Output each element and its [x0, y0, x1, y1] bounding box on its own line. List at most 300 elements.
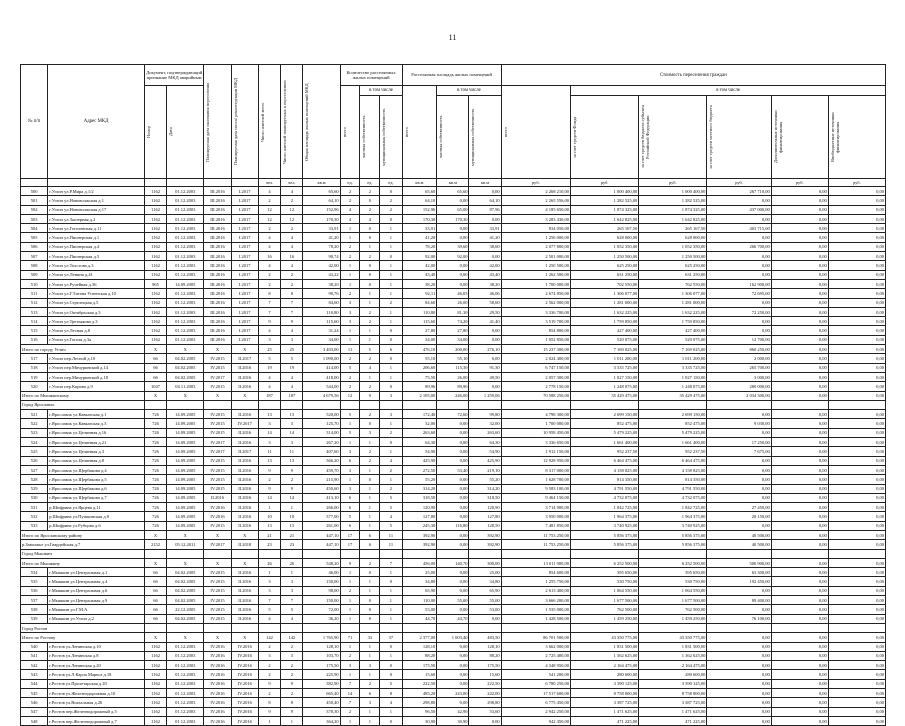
row-area-total: 392,90	[402, 530, 437, 539]
row-doc-date: 01.12.2003	[167, 205, 204, 214]
row-planned-demolish: I.2017	[231, 317, 258, 326]
subtotal-title: Итого по Ярославскому району	[21, 530, 145, 539]
row-doc-date: 01.12.2003	[167, 670, 204, 679]
row-planned-end: IV.2016	[204, 679, 231, 688]
row-residents-planned: 4	[281, 382, 303, 391]
row-cost-extra: 0,00	[771, 242, 828, 251]
row-residents: 14	[258, 428, 280, 437]
row-residents-planned: 9	[281, 465, 303, 474]
row-planned-end: IV.2015	[204, 475, 231, 484]
row-planned-end: IV.2016	[204, 503, 231, 512]
row-doc-date: 01.12.2003	[167, 261, 204, 270]
row-cost-fund: 1 011 200,00	[571, 354, 639, 363]
row-doc-date: 14.09.2005	[167, 503, 204, 512]
row-cost-total: 2 674 850,00	[501, 289, 570, 298]
empty-cell	[707, 400, 771, 409]
row-rooms-total: 3	[340, 465, 360, 474]
row-planned-demolish: II.2016	[231, 363, 258, 372]
row-cost-fund: 1 642 825,00	[571, 214, 639, 223]
row-cost-extra2: 0,00	[828, 419, 885, 428]
row-area-private: 0,00	[437, 493, 469, 502]
row-rooms-municipal: 0	[380, 670, 402, 679]
row-planned-end: III.2016	[204, 224, 231, 233]
row-cost-fund: 1 362 625,00	[571, 651, 639, 660]
row-area-private: 26,00	[437, 372, 469, 381]
row-number: 502	[21, 205, 48, 214]
row-planned-end: IV.2015	[204, 577, 231, 586]
row-cost-extra2: 0,00	[828, 530, 885, 539]
row-cost-local: 0,00	[707, 661, 771, 670]
row-doc-date: 14.09.2005	[167, 410, 204, 419]
row-cost-total: 11 753 250,00	[501, 540, 570, 549]
row-total-area: 38,20	[303, 279, 340, 288]
header-cost-local: за счет средств местного бюджета	[707, 96, 771, 179]
row-planned-end: III.2016	[204, 326, 231, 335]
row-cost-total: 17 517 600,00	[501, 689, 570, 698]
row-planned-end: IV.2015	[204, 586, 231, 595]
row-total-area: 34,00	[303, 335, 340, 344]
header-doc-number: Номер	[144, 86, 166, 179]
row-doc-number: 1162	[144, 270, 166, 279]
row-total-area: 520,00	[303, 410, 340, 419]
row-cost-extra: 0,00	[771, 679, 828, 688]
empty-cell	[707, 549, 771, 558]
row-cost-region: 280 600,00	[639, 670, 707, 679]
table-group-row	[21, 623, 886, 632]
row-rooms-municipal: 0	[380, 661, 402, 670]
row-address: р.Шифрина ул.Пушкинская д.8	[48, 512, 145, 521]
row-cost-extra: 0,00	[771, 540, 828, 549]
row-area-municipal: 0,00	[469, 214, 501, 223]
row-rooms-private: 1	[360, 716, 380, 725]
row-area-municipal: 15,60	[469, 670, 501, 679]
row-total-area: 41,20	[303, 233, 340, 242]
row-rooms-municipal: 0	[380, 326, 402, 335]
row-total-area: 414,00	[303, 363, 340, 372]
row-rooms-total: 4	[340, 214, 360, 223]
row-cost-extra: 0,00	[771, 354, 828, 363]
row-area-municipal: 314,20	[469, 484, 501, 493]
row-cost-extra2: 0,00	[828, 363, 885, 372]
row-total-area: 90,74	[303, 252, 340, 261]
header-cost-group: Стоимость переселения граждан	[501, 65, 885, 86]
row-planned-demolish: I.2017	[231, 335, 258, 344]
row-cost-extra: 0,00	[771, 456, 828, 465]
row-doc-number: 66	[144, 577, 166, 586]
unit-rub: руб.	[771, 179, 828, 187]
row-cost-local: 12 700,00	[707, 335, 771, 344]
empty-cell	[639, 623, 707, 632]
group-title: Город Мышкин	[21, 549, 145, 558]
row-cost-local: 0,00	[707, 233, 771, 242]
table-row	[21, 289, 886, 298]
row-planned-end: III.2016	[204, 317, 231, 326]
row-doc-date: X	[167, 558, 204, 567]
row-cost-fund: 1 281 000,00	[571, 298, 639, 307]
row-cost-extra2: 0,00	[828, 521, 885, 530]
row-planned-demolish: II.2016	[231, 503, 258, 512]
row-cost-region: 6 252 500,00	[639, 558, 707, 567]
row-area-private: 0,00	[437, 530, 469, 539]
row-rooms-municipal: 4	[380, 456, 402, 465]
row-cost-extra: 0,00	[771, 707, 828, 716]
row-address: г.Ростов пер.Железнодорожный д.7	[48, 716, 145, 725]
row-planned-end: III.2016	[204, 214, 231, 223]
row-address: р.Шифрина ул.Рубцова д.6	[48, 521, 145, 530]
row-residents: 9	[258, 465, 280, 474]
row-residents: 4	[258, 382, 280, 391]
row-number: 517	[21, 354, 48, 363]
row-doc-date: 01.12.2003	[167, 224, 204, 233]
row-area-total: 33,91	[402, 224, 437, 233]
row-residents-planned: 3	[281, 577, 303, 586]
row-total-area: 150,00	[303, 596, 340, 605]
row-cost-region: 35 429 475,00	[639, 391, 707, 400]
row-area-total: 53,00	[402, 605, 437, 614]
row-cost-extra: 0,00	[771, 558, 828, 567]
table-row	[21, 270, 886, 279]
row-cost-extra2: 0,00	[828, 689, 885, 698]
row-cost-extra: 0,00	[771, 428, 828, 437]
header-cost-extra2: Внебюджетные источники финансирования	[828, 96, 885, 179]
row-area-private: 55,10	[437, 354, 469, 363]
row-address: г.Ростов ул.Ленинская д.10	[48, 642, 145, 651]
row-doc-number: 66	[144, 568, 166, 577]
row-rooms-private: 1	[360, 577, 380, 586]
empty-cell	[771, 623, 828, 632]
row-rooms-private: 2	[360, 187, 380, 196]
row-cost-local: 0,00	[707, 651, 771, 660]
row-cost-extra: 0,00	[771, 252, 828, 261]
row-rooms-total: 1	[340, 475, 360, 484]
row-planned-end: IV.2015	[204, 568, 231, 577]
row-cost-extra: 0,00	[771, 633, 828, 642]
row-doc-date: 01.12.2003	[167, 651, 204, 660]
row-cost-region: 1 282 525,00	[639, 196, 707, 205]
row-residents-planned: 5	[281, 605, 303, 614]
row-address: г.Мышкин ул.Углич д.2	[48, 614, 145, 623]
row-cost-region: 5 479 225,00	[639, 428, 707, 437]
row-rooms-total: 5	[340, 410, 360, 419]
row-area-private: 0,00	[437, 233, 469, 242]
row-rooms-private: 0	[360, 279, 380, 288]
row-area-total: 89,96	[402, 382, 437, 391]
row-address: г.Ростов ул.Железнодорожная д.10	[48, 689, 145, 698]
row-cost-total: 6 747 150,00	[501, 363, 570, 372]
row-residents-planned: 7	[281, 596, 303, 605]
row-total-area: 366,20	[303, 456, 340, 465]
row-residents: 7	[258, 307, 280, 316]
row-cost-extra2: 0,00	[828, 317, 885, 326]
row-planned-demolish: II.2016	[231, 372, 258, 381]
row-cost-extra2: 0,00	[828, 270, 885, 279]
row-rooms-total: 1	[340, 568, 360, 577]
row-rooms-municipal: 5	[380, 521, 402, 530]
empty-cell	[258, 549, 280, 558]
row-number: 533	[21, 521, 48, 530]
row-cost-extra: 0,00	[771, 698, 828, 707]
row-area-private: 0,00	[437, 679, 469, 688]
row-area-municipal: 128,50	[469, 521, 501, 530]
row-cost-total: 4 185 650,00	[501, 205, 570, 214]
page-number: 11	[448, 33, 457, 42]
row-planned-demolish: IV.2016	[231, 651, 258, 660]
row-doc-date: 04.02.2005	[167, 568, 204, 577]
header-residents: Число жителей всего	[258, 65, 280, 179]
row-residents-planned: 142	[281, 633, 303, 642]
row-residents: 5	[258, 354, 280, 363]
row-rooms-municipal: 5	[380, 503, 402, 512]
empty-cell	[771, 400, 828, 409]
row-planned-end: III.2016	[204, 261, 231, 270]
row-rooms-private: 3	[360, 661, 380, 670]
row-rooms-private: 0	[360, 224, 380, 233]
row-rooms-private: 1	[360, 326, 380, 335]
table-row	[21, 614, 886, 623]
row-area-total: 170,30	[402, 214, 437, 223]
row-area-municipal: 49,50	[469, 372, 501, 381]
row-area-municipal: 53,00	[469, 605, 501, 614]
row-cost-region: 1 248 075,00	[639, 382, 707, 391]
row-doc-date: 01.12.2003	[167, 196, 204, 205]
row-residents: 9	[258, 317, 280, 326]
unit-kvm: кв.м	[303, 179, 340, 187]
row-rooms-private: 1	[360, 438, 380, 447]
row-address: г.Ярославль ул.Целинная д.3	[48, 447, 145, 456]
row-area-private: 1 003,40	[437, 633, 469, 642]
row-area-municipal: 392,90	[469, 530, 501, 539]
row-residents: 11	[258, 447, 280, 456]
row-rooms-municipal: 8	[380, 689, 402, 698]
row-doc-number: 1047	[144, 382, 166, 391]
row-area-total: 222,50	[402, 679, 437, 688]
row-cost-region: 1 632 225,00	[639, 307, 707, 316]
row-doc-number: 726	[144, 493, 166, 502]
row-area-municipal: 64,30	[469, 438, 501, 447]
row-residents: 25	[258, 345, 280, 354]
table-group-row	[21, 549, 886, 558]
row-cost-extra2: 0,00	[828, 233, 885, 242]
row-number: 506	[21, 242, 48, 251]
row-planned-end: IV.2015	[204, 521, 231, 530]
row-doc-number: 1162	[144, 670, 166, 679]
table-row	[21, 707, 886, 716]
row-cost-total: 2 024 400,00	[501, 354, 570, 363]
row-cost-region: 1 677 500,00	[639, 596, 707, 605]
row-area-municipal: 0,00	[469, 614, 501, 623]
row-area-private: 74,20	[437, 317, 469, 326]
row-area-private: 30,90	[437, 716, 469, 725]
row-cost-local: 0,00	[707, 689, 771, 698]
row-doc-date: 05.12.2011	[167, 540, 204, 549]
row-area-private: 65,00	[437, 205, 469, 214]
row-doc-date: 01.12.2003	[167, 252, 204, 261]
table-row	[21, 493, 886, 502]
row-planned-demolish: II.2016	[231, 568, 258, 577]
empty-cell	[231, 400, 258, 409]
row-cost-extra: 0,00	[771, 187, 828, 196]
row-planned-demolish: IV.2016	[231, 670, 258, 679]
row-cost-extra: 0,00	[771, 345, 828, 354]
row-cost-extra2: 0,00	[828, 261, 885, 270]
row-area-total: 476,10	[402, 345, 437, 354]
table-row	[21, 419, 886, 428]
row-cost-total: 3 666 200,00	[501, 596, 570, 605]
row-cost-extra: 0,00	[771, 512, 828, 521]
row-address: г.Мышкин ул.Центральная д.6	[48, 586, 145, 595]
row-rooms-total: 9	[340, 558, 360, 567]
row-total-area: 215,90	[303, 475, 340, 484]
row-area-private: 115,30	[437, 363, 469, 372]
row-rooms-private: 1	[360, 521, 380, 530]
unit-rub: руб.	[639, 179, 707, 187]
row-doc-date: 14.09.2005	[167, 484, 204, 493]
row-doc-date: 01.12.2003	[167, 270, 204, 279]
empty-cell	[380, 400, 402, 409]
row-cost-extra2: 0,00	[828, 326, 885, 335]
table-row	[21, 670, 886, 679]
row-cost-extra2: 0,00	[828, 512, 885, 521]
table-row	[21, 438, 886, 447]
row-doc-date: 14.09.2005	[167, 465, 204, 474]
row-cost-local: 266 700,00	[707, 242, 771, 251]
group-title: Город Ярославль	[21, 400, 145, 409]
unit-chel: чел.	[258, 179, 280, 187]
row-cost-extra2: 0,00	[828, 252, 885, 261]
table-row	[21, 242, 886, 251]
row-area-private: 72,60	[437, 410, 469, 419]
row-cost-total: 1 256 000,00	[501, 233, 570, 242]
row-rooms-municipal: 1	[380, 596, 402, 605]
row-area-total: 34,80	[402, 577, 437, 586]
row-total-area: 267,20	[303, 438, 340, 447]
row-cost-extra: 0,00	[771, 503, 828, 512]
unit-empty	[48, 179, 145, 187]
row-doc-date: 14.09.2005	[167, 438, 204, 447]
header-rooms-municipal: муниципальная собственность	[380, 96, 402, 179]
row-planned-demolish: IV.2016	[231, 689, 258, 698]
row-number: 519	[21, 372, 48, 381]
row-cost-extra2: 0,00	[828, 307, 885, 316]
row-planned-end: III.2016	[204, 307, 231, 316]
row-total-area: 46,00	[303, 568, 340, 577]
table-row	[21, 382, 886, 391]
row-area-municipal: 32,00	[469, 419, 501, 428]
empty-cell	[437, 400, 469, 409]
table-row	[21, 512, 886, 521]
row-rooms-municipal: 1	[380, 224, 402, 233]
row-cost-region: 631 250,00	[639, 270, 707, 279]
empty-cell	[340, 549, 360, 558]
row-residents-planned: 2	[281, 670, 303, 679]
table-row	[21, 642, 886, 651]
row-cost-local: 0,00	[707, 642, 771, 651]
row-area-private: 53,40	[437, 465, 469, 474]
row-rooms-private: 2	[360, 382, 380, 391]
row-area-private: 92,00	[437, 252, 469, 261]
row-doc-number: 726	[144, 410, 166, 419]
row-cost-region: 1 011 200,00	[639, 354, 707, 363]
row-doc-number: 726	[144, 419, 166, 428]
row-rooms-total: 6	[340, 493, 360, 502]
table-row	[21, 233, 886, 242]
row-rooms-total: 7	[340, 698, 360, 707]
empty-cell	[828, 400, 885, 409]
row-cost-region: 2 699 150,00	[639, 410, 707, 419]
empty-cell	[360, 623, 380, 632]
row-cost-extra2: 0,00	[828, 447, 885, 456]
row-cost-extra2: 0,00	[828, 354, 885, 363]
row-rooms-municipal: 0	[380, 382, 402, 391]
row-area-private: 0,00	[437, 661, 469, 670]
row-residents-planned: 4	[281, 233, 303, 242]
row-cost-region: 1 842 725,00	[639, 503, 707, 512]
row-rooms-total: 2	[340, 586, 360, 595]
row-number: 543	[21, 670, 48, 679]
row-rooms-private: 2	[360, 354, 380, 363]
row-rooms-total: 1	[340, 614, 360, 623]
row-area-municipal: 1 259,06	[469, 391, 501, 400]
row-area-total: 318,50	[402, 493, 437, 502]
row-residents: 9	[258, 707, 280, 716]
row-rooms-total: 1	[340, 419, 360, 428]
row-doc-number: 1162	[144, 679, 166, 688]
row-planned-end: III.2016	[204, 335, 231, 344]
row-rooms-private: 3	[360, 698, 380, 707]
row-doc-number: 1162	[144, 261, 166, 270]
row-cost-region: 4 791 550,00	[639, 484, 707, 493]
row-cost-total: 2 501 000,00	[501, 252, 570, 261]
row-address: г.Ростов пер.Железнодорожный д.5	[48, 707, 145, 716]
row-number: 513	[21, 307, 48, 316]
row-residents-planned: 3	[281, 438, 303, 447]
row-cost-fund: 520 075,00	[571, 335, 639, 344]
row-number: 501	[21, 196, 48, 205]
row-residents-planned: 2	[281, 689, 303, 698]
row-cost-extra: 0,00	[771, 326, 828, 335]
row-residents-planned: 13	[281, 456, 303, 465]
row-cost-fund: 3 387 725,00	[571, 698, 639, 707]
header-planned-demolish: Планируемая дата сноса/ реконструкции МКД	[231, 65, 258, 179]
row-rooms-municipal: 37	[380, 633, 402, 642]
row-cost-local: 437 000,00	[707, 205, 771, 214]
group-title: Город Ростов	[21, 623, 145, 632]
row-area-private: 0,00	[437, 503, 469, 512]
row-address: г.Ярославль ул.Целинная д.8	[48, 456, 145, 465]
row-cost-region: 3 387 725,00	[639, 698, 707, 707]
row-cost-total: 13 011 900,00	[501, 558, 570, 567]
row-number: 537	[21, 596, 48, 605]
row-rooms-municipal: 0	[380, 214, 402, 223]
table-row	[21, 447, 886, 456]
row-rooms-municipal: 1	[380, 363, 402, 372]
row-rooms-private: 0	[360, 568, 380, 577]
row-cost-total: 1 535 000,00	[501, 605, 570, 614]
row-doc-date: 04.02.2005	[167, 372, 204, 381]
row-planned-demolish: I.2017	[231, 289, 258, 298]
row-cost-region: 1 000 400,00	[639, 187, 707, 196]
row-cost-extra2: 0,00	[828, 577, 885, 586]
row-planned-end: IV.2017	[204, 438, 231, 447]
row-cost-region: 3 390 125,00	[639, 679, 707, 688]
row-cost-extra: 0,00	[771, 586, 828, 595]
row-area-municipal: 29,50	[469, 307, 501, 316]
row-planned-end: IV.2016	[204, 642, 231, 651]
row-planned-end: III.2016	[204, 196, 231, 205]
row-residents-planned: 3	[281, 586, 303, 595]
unit-rub: руб.	[707, 179, 771, 187]
row-planned-demolish: I.2017	[231, 298, 258, 307]
